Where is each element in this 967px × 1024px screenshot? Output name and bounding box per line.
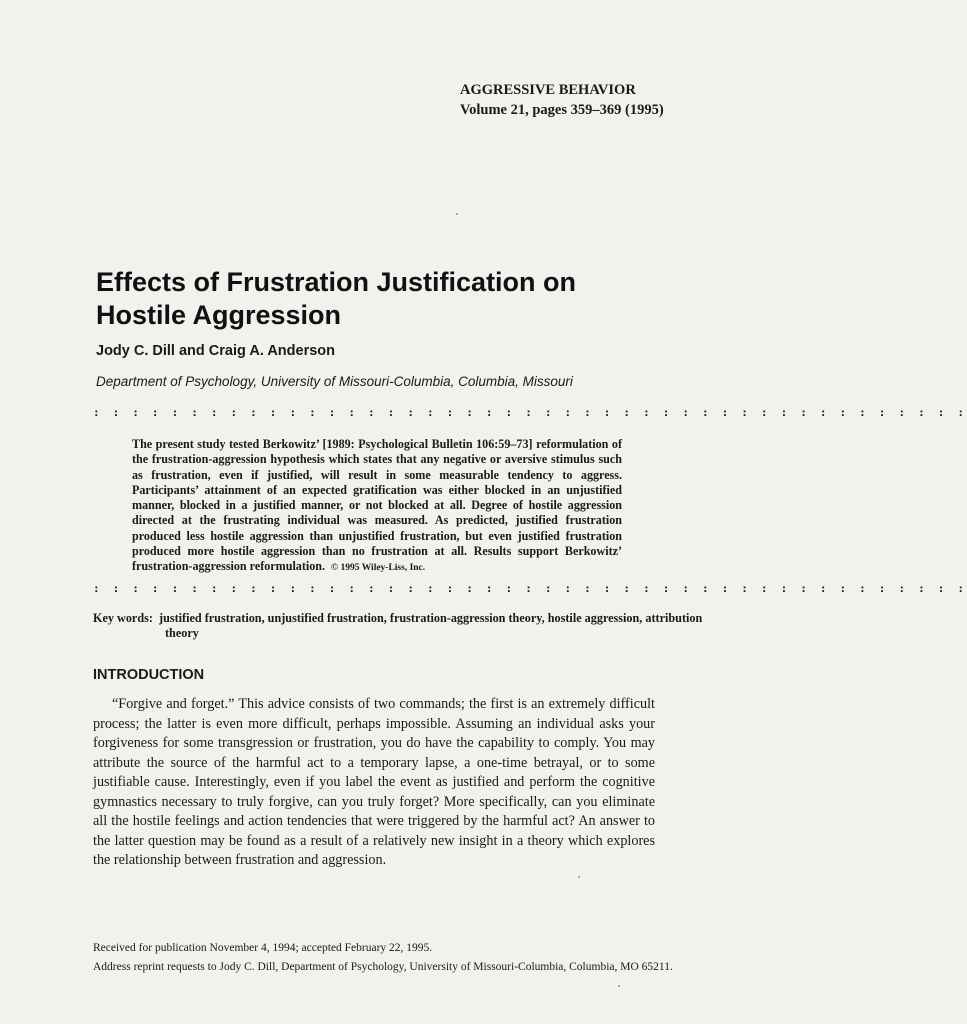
introduction-paragraph: “Forgive and forget.” This advice consists of two commands; the first is an extremely difficult process; the latter is even more difficult, perhaps impossible. Assuming an individual asks your forgiveness for some transgression or frustration, you do have the capability to comply. You may attribute the source of the harmful act to a temporary lapse, a one-time betrayal, or to some justifiable cause. Interestingly, even if you label the event as justified and perform the cognitive gymnastics necessary to truly forgive, can you truly forget? More specifically, can you eliminate all the hostile feelings and action tendencies that were triggered by the harmful act? An answer to the latter question may be found as a result of a relatively new insight in a theory which explores the relationship between frustration and aggression. bbox=[93, 696, 655, 868]
separator-bottom: : : : : : : : : : : : : : : : : : : : : : : : : : : : : : : : : : : : : : : : : : : : : : bbox=[93, 582, 967, 595]
scan-speck bbox=[456, 213, 458, 215]
journal-citation: Volume 21, pages 359–369 (1995) bbox=[460, 102, 664, 118]
keywords bbox=[93, 611, 735, 641]
separator-top: : : : : : : : : : : : : : : : : : : : : : : : : : : : : : : : : : : : : : : : : : : : : : bbox=[93, 406, 967, 419]
abstract bbox=[132, 437, 622, 577]
title-line-2: Hostile Aggression bbox=[96, 300, 342, 330]
journal-name: AGGRESSIVE BEHAVIOR bbox=[460, 82, 636, 98]
title-line-1: Effects of Frustration Justification on bbox=[96, 267, 577, 297]
scan-speck bbox=[578, 876, 580, 878]
authors: Jody C. Dill and Craig A. Anderson bbox=[96, 343, 336, 359]
received-note: Received for publication November 4, 1994; accepted February 22, 1995. bbox=[93, 942, 433, 954]
footnote bbox=[93, 941, 673, 979]
copyright-notice: © 1995 Wiley-Liss, Inc. bbox=[331, 563, 426, 574]
affiliation: Department of Psychology, University of Missouri-Columbia, Columbia, Missouri bbox=[96, 374, 573, 389]
journal-header bbox=[460, 80, 664, 120]
section-heading: INTRODUCTION bbox=[93, 667, 205, 683]
abstract-text: The present study tested Berkowitz’ [1989: Psychological Bulletin 106:59–73] reformulation of the frustration-aggression hypothesis which states that any negative or aversive stimulus such as frustration, even if justified, will result in some measurable tendency to aggress. Participants’ attainment of an expected gratification was either blocked in an unjustified manner, blocked in a justified manner, or not blocked at all. Degree of hostile aggression directed at the frustrating individual was measured. As predicted, justified frustration produced less hostile aggression than unjustified frustration, but even justified frustration produced more hostile aggression than no frustration at all. Results support Berkowitz’ frustration-aggression reformulation. bbox=[132, 437, 622, 574]
scan-speck bbox=[618, 985, 620, 987]
keywords-text: justified frustration, unjustified frustration, frustration-aggression theory, hostile aggression, attribution theory bbox=[159, 611, 703, 640]
article-title bbox=[96, 266, 696, 332]
address-note: Address reprint requests to Jody C. Dill, Department of Psychology, University of Missouri-Columbia, Columbia, MO 65211. bbox=[93, 961, 673, 973]
keywords-label: Key words: bbox=[93, 611, 153, 625]
